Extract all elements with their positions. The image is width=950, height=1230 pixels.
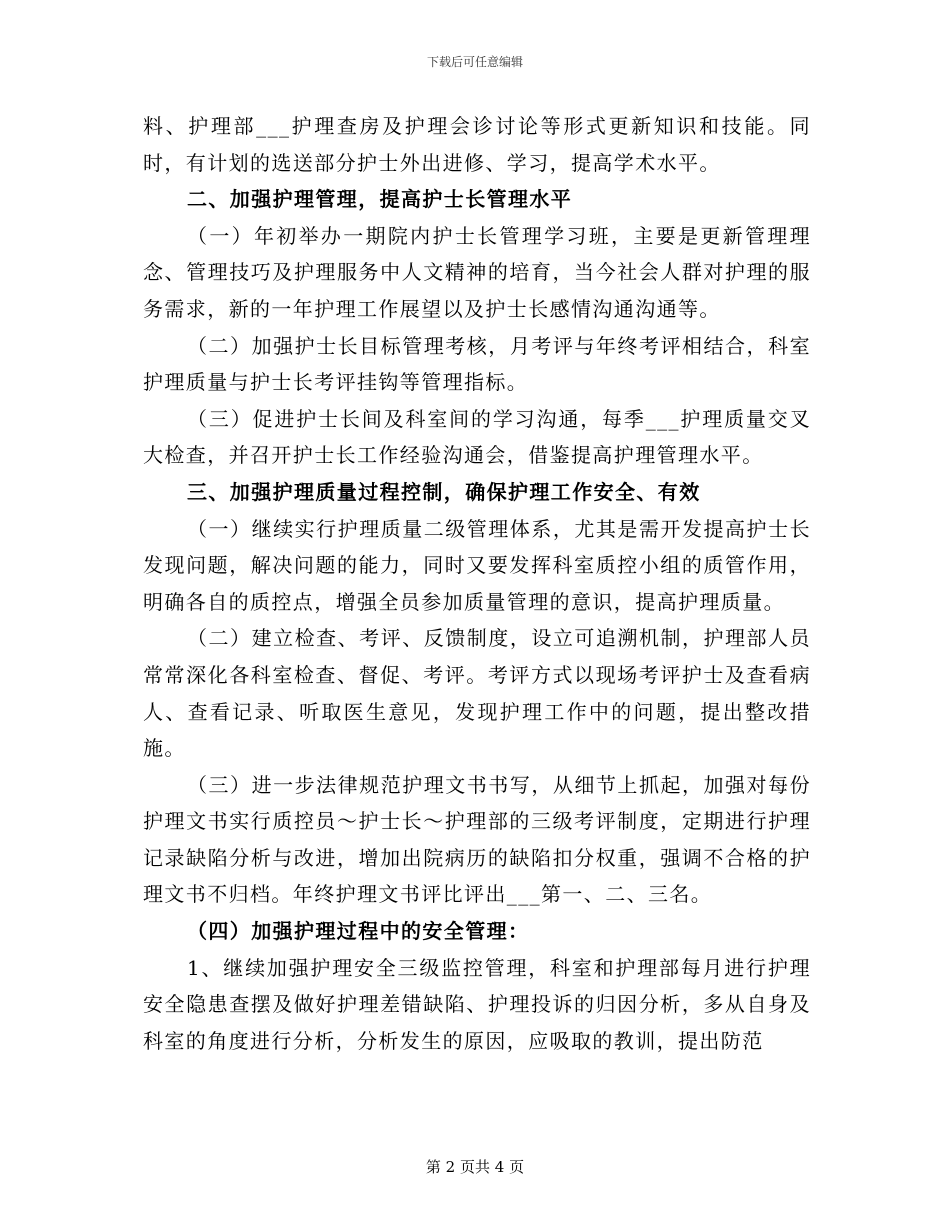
paragraph-4-1: 1、继续加强护理安全三级监控管理，科室和护理部每月进行护理安全隐患查摆及做好护理差错缺陷、护理投诉的归因分析，多从自身及科室的角度进行分析，分析发生的原因，应吸取的教训，提出防范 [143, 955, 811, 1053]
section-heading-2: 二、加强护理管理，提高护士长管理水平 [187, 187, 573, 212]
paragraph-3-1: （一）继续实行护理质量二级管理体系，尤其是需开发提高护士长发现问题，解决问题的能力，同时又要发挥科室质控小组的质管作用，明确各自的质控点，增强全员参加质量管理的意识，提高护理质量。 [143, 516, 811, 614]
paragraph-2-1: （一）年初举办一期院内护士长管理学习班，主要是更新管理理念、管理技巧及护理服务中人文精神的培育，当今社会人群对护理的服务需求，新的一年护理工作展望以及护士长感情沟通沟通等。 [143, 223, 811, 321]
paragraph-3-3: （三）进一步法律规范护理文书书写，从细节上抓起，加强对每份护理文书实行质控员～护士长～护理部的三级考评制度，定期进行护理记录缺陷分析与改进，增加出院病历的缺陷扣分权重，强调不合格的护理文书不归档。年终护理文书评比评出___第一、二、三名。 [143, 772, 811, 907]
subsection-heading-4: （四）加强护理过程中的安全管理： [187, 919, 530, 944]
document-body [143, 108, 811, 1059]
paragraph-2-2: （二）加强护士长目标管理考核，月考评与年终考评相结合，科室护理质量与护士长考评挂钩等管理指标。 [143, 333, 811, 395]
page-header: 下载后可任意编辑 [426, 55, 523, 69]
section-heading-3: 三、加强护理质量过程控制，确保护理工作安全、有效 [187, 479, 701, 504]
page-footer: 第 2 页共 4 页 [425, 1158, 525, 1176]
paragraph-continuation: 料、护理部___护理查房及护理会诊讨论等形式更新知识和技能。同时，有计划的选送部分护士外出进修、学习，提高学术水平。 [143, 114, 811, 175]
paragraph-3-2: （二）建立检查、考评、反馈制度，设立可追溯机制，护理部人员常常深化各科室检查、督促、考评。考评方式以现场考评护士及查看病人、查看记录、听取医生意见，发现护理工作中的问题，提出整改措施。 [143, 626, 811, 761]
paragraph-2-3: （三）促进护士长间及科室间的学习沟通，每季___护理质量交叉大检查，并召开护士长工作经验沟通会，借鉴提高护理管理水平。 [143, 406, 811, 468]
